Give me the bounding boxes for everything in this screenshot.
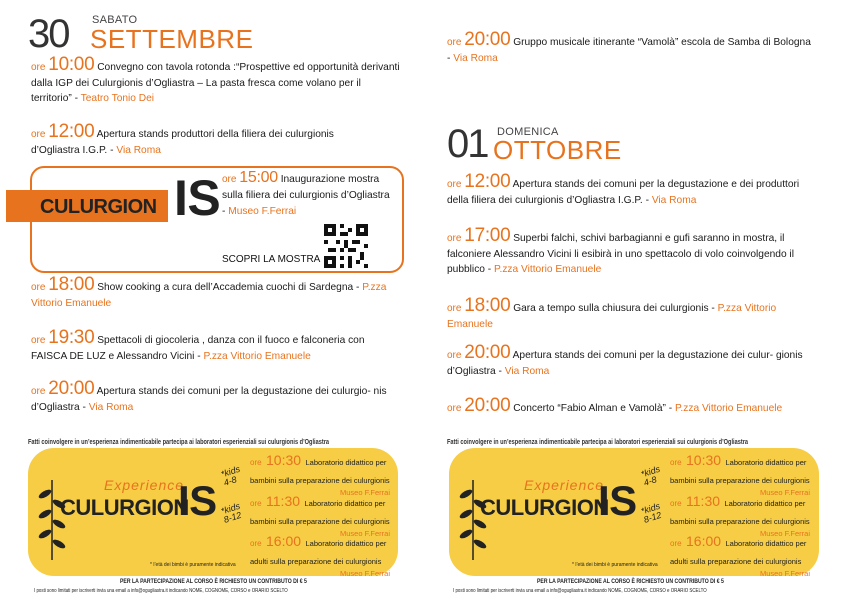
brand-logo-text: CULURGION — [60, 495, 189, 520]
event-time: 18:00 — [48, 274, 95, 295]
session-time: 11:30 — [266, 493, 301, 509]
event-description: Gruppo musicale itinerante “Vamolà” escola de Samba di Bologna - — [447, 37, 811, 64]
session-description: Laboratorio didattico per adulti sulla preparazione dei culurgionis — [670, 539, 807, 566]
ore-label: ore — [447, 179, 462, 190]
kids-age-badge: *kids 8-12 — [639, 500, 663, 525]
event-item — [31, 54, 401, 107]
event-location: Via Roma — [453, 52, 498, 64]
experience-script: Experience — [104, 477, 185, 493]
event-description: Apertura stands dei comuni per la degustazione dei culur- gionis d’Ogliastra - — [447, 350, 803, 377]
session-time: 16:00 — [266, 533, 302, 549]
workshop-session — [250, 533, 390, 578]
event-location: Via Roma — [504, 365, 550, 377]
event-time: 20:00 — [464, 395, 511, 416]
event-time: 10:00 — [48, 54, 95, 75]
brand-logo-text: CULURGION — [40, 196, 157, 218]
event-location: P.zza Vittorio Emanuele — [203, 350, 311, 362]
session-description: Laboratorio didattico per bambini sulla preparazione dei culurgionis — [670, 499, 810, 526]
session-description: Laboratorio didattico per bambini sulla preparazione dei culurgionis — [670, 458, 810, 485]
ore-label: ore — [31, 335, 46, 346]
exhibition-event — [222, 170, 394, 220]
ore-label: ore — [447, 403, 462, 414]
session-time: 11:30 — [686, 493, 721, 509]
month-name: OTTOBRE — [493, 135, 622, 165]
kids-age-badge: *kids 4-8 — [219, 463, 242, 488]
event-item — [447, 295, 815, 332]
event-description: Apertura stands dei comuni per la degustazione dei culurgio- nis d’Ogliastra - — [31, 386, 387, 413]
kids-age-badge: *kids 4-8 — [639, 463, 662, 488]
ore-label: ore — [222, 174, 237, 185]
event-item — [31, 121, 381, 158]
ore-label: ore — [447, 233, 462, 244]
event-time: 20:00 — [464, 29, 511, 50]
event-item — [447, 171, 815, 208]
session-description: Laboratorio didattico per bambini sulla preparazione dei culurgionis — [250, 458, 390, 485]
contribution-note: PER LA PARTECIPAZIONE AL CORSO È RICHIESTO UN CONTRIBUTO DI € 5 — [120, 578, 307, 585]
ore-label: ore — [447, 303, 462, 314]
ore-label: ore — [670, 539, 682, 548]
ore-label: ore — [670, 458, 682, 467]
ore-label: ore — [31, 129, 46, 140]
session-time: 10:30 — [266, 452, 302, 468]
session-location: Museo F.Ferrai — [339, 488, 390, 497]
event-description: Apertura stands produttori della filiera dei culurgionis d’Ogliastra I.G.P. - — [31, 129, 334, 156]
session-location: Museo F.Ferrai — [759, 529, 810, 538]
ore-label: ore — [31, 386, 46, 397]
event-location: Museo F.Ferrai — [228, 206, 297, 217]
registration-note: I posti sono limitati per iscriverti invia una email a info@ogugliastra.it indicando NOME, COGNOME, CORSO e ORARIO SCELTO — [34, 588, 288, 594]
event-time: 20:00 — [464, 342, 511, 363]
qr-code[interactable] — [324, 224, 368, 268]
ore-label: ore — [447, 37, 462, 48]
event-location: P.zza Vittorio Emanuele — [494, 264, 602, 275]
session-location: Museo F.Ferrai — [339, 529, 390, 538]
discover-exhibition-link[interactable]: SCOPRI LA MOSTRA — [222, 254, 321, 265]
event-item — [447, 225, 819, 278]
contribution-note: PER LA PARTECIPAZIONE AL CORSO È RICHIESTO UN CONTRIBUTO DI € 5 — [537, 578, 724, 585]
event-location: Teatro Tonio Dei — [80, 93, 155, 104]
brand-logo-text: CULURGION — [480, 495, 609, 520]
event-location: Via Roma — [88, 401, 134, 413]
session-time: 10:30 — [686, 452, 722, 468]
ore-label: ore — [250, 458, 262, 467]
event-time: 20:00 — [48, 378, 95, 399]
session-location: Museo F.Ferrai — [759, 488, 810, 497]
brand-logo-is: IS — [174, 170, 221, 226]
age-note: * l’età dei bimbi è puramente indicativa — [150, 562, 236, 568]
brand-logo-is: IS — [598, 477, 637, 524]
event-item — [447, 395, 819, 417]
workshop-session — [670, 452, 810, 497]
event-description: Superbi falchi, schivi barbagianni e gufi saranno in mostra, il falconiere Alessandro Vicini li esibirà in uno spettacolo di volo coinvolgendo il pubblico - — [447, 233, 794, 275]
day-name: DOMENICA — [497, 126, 559, 138]
event-description: Spettacoli di giocoleria , danza con il fuoco e falconeria con FAISCA DE LUZ e Alessandro Vicini - — [31, 335, 365, 362]
event-item — [31, 274, 391, 311]
ore-label: ore — [31, 62, 46, 73]
ore-label: ore — [670, 499, 682, 508]
event-description: Apertura stands dei comuni per la degustazione e dei produttori della filiera dei culurgionis d’Ogliastra I.G.P. - — [447, 179, 800, 206]
event-time: 12:00 — [464, 171, 511, 192]
kids-age-badge: *kids 8-12 — [219, 500, 243, 525]
session-description: Laboratorio didattico per bambini sulla preparazione dei culurgionis — [250, 499, 390, 526]
event-location: Via Roma — [651, 194, 697, 206]
date-number: 30 — [28, 12, 69, 56]
event-description: Concerto “Fabio Alman e Vamolà” - — [513, 403, 673, 414]
ore-label: ore — [31, 282, 46, 293]
ore-label: ore — [447, 350, 462, 361]
ore-label: ore — [250, 499, 262, 508]
event-description: Convegno con tavola rotonda :“Prospettive ed opportunità derivanti dalla IGP dei Culurgionis d’Ogliastra – La pasta fresca come volano per il territorio” - — [31, 62, 400, 104]
event-description: Gara a tempo sulla chiusura dei culurgionis - — [513, 303, 715, 314]
event-location: P.zza Vittorio Emanuele — [447, 303, 777, 330]
experience-script: Experience — [524, 477, 605, 493]
workshop-session — [670, 533, 810, 578]
event-time: 19:30 — [48, 327, 95, 348]
workshop-session — [670, 493, 810, 538]
day-name: SABATO — [92, 14, 138, 26]
event-time: 15:00 — [239, 169, 278, 186]
workshop-invite: Fatti coinvolgere in un’esperienza indimenticabile partecipa ai laboratori esperienziali sui culurgionis d’Ogliastra — [447, 437, 749, 446]
event-item — [447, 342, 815, 379]
event-item — [31, 378, 399, 415]
session-location: Museo F.Ferrai — [759, 569, 810, 578]
brand-logo-is: IS — [178, 477, 217, 524]
month-name: SETTEMBRE — [90, 24, 254, 54]
session-description: Laboratorio didattico per adulti sulla preparazione dei culurgionis — [250, 539, 387, 566]
event-time: 17:00 — [464, 225, 511, 246]
event-location: Via Roma — [116, 144, 161, 156]
event-time: 18:00 — [464, 295, 511, 316]
date-number: 01 — [447, 122, 488, 166]
event-item — [31, 327, 391, 364]
event-location: P.zza Vittorio Emanuele — [674, 403, 783, 414]
workshop-invite: Fatti coinvolgere in un’esperienza indimenticabile partecipa ai laboratori esperienziali sui culurgionis d’Ogliastra — [28, 437, 330, 446]
event-time: 12:00 — [48, 121, 95, 142]
session-time: 16:00 — [686, 533, 722, 549]
age-note: * l’età dei bimbi è puramente indicativa — [572, 562, 658, 568]
event-item — [447, 29, 815, 66]
session-location: Museo F.Ferrai — [339, 569, 390, 578]
event-description: Inaugurazione mostra sulla filiera dei culurgionis d’Ogliastra - — [222, 174, 390, 217]
workshop-session — [250, 493, 390, 538]
workshop-session — [250, 452, 390, 497]
ore-label: ore — [250, 539, 262, 548]
event-location: P.zza Vittorio Emanuele — [31, 282, 387, 309]
registration-note: I posti sono limitati per iscriverti invia una email a info@ogugliastra.it indicando NOME, COGNOME, CORSO e ORARIO SCELTO — [453, 588, 707, 594]
event-description: Show cooking a cura dell’Accademia cuochi di Sardegna - — [97, 282, 360, 293]
